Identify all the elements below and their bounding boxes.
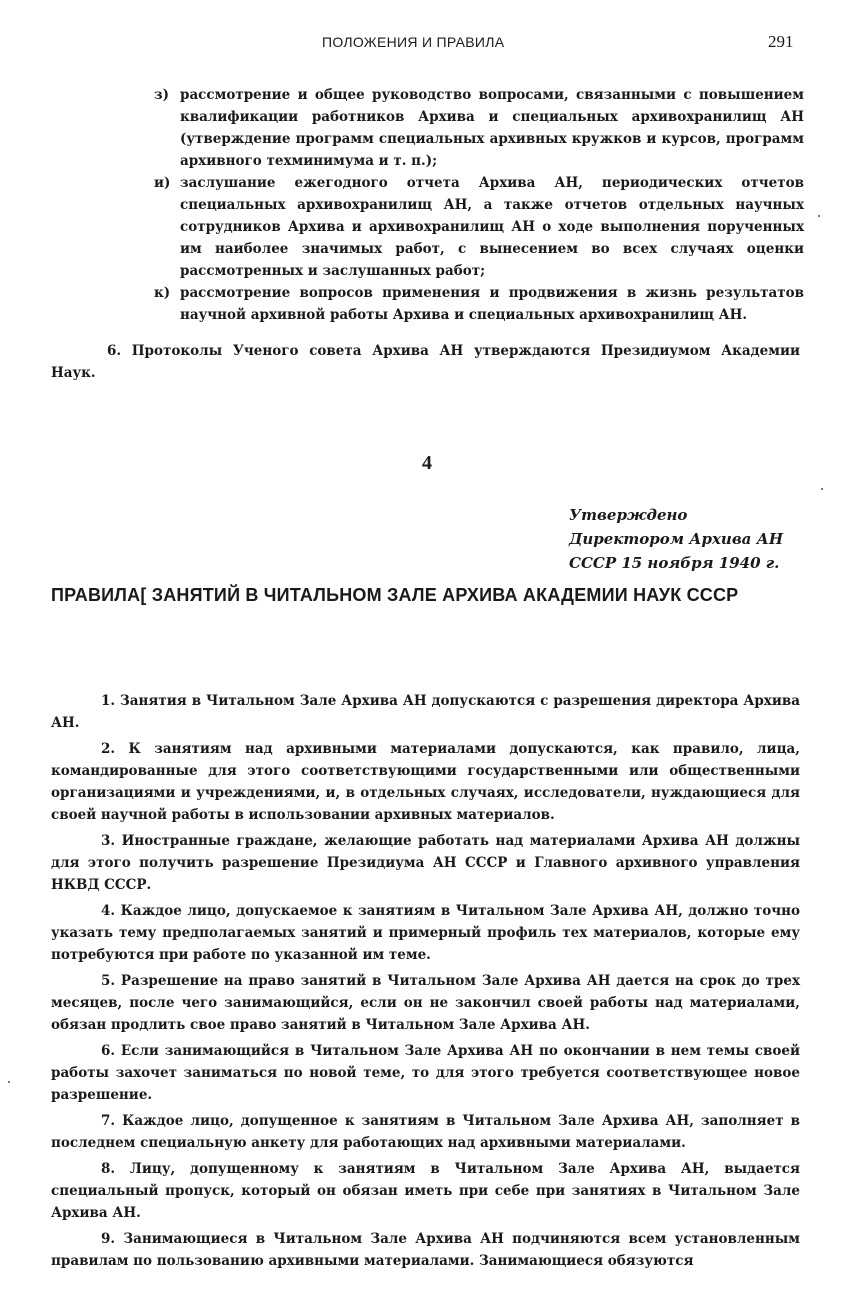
clause-item bbox=[154, 172, 804, 282]
clause-text: рассмотрение и общее руководство вопросами, связанными с повышением квалификации работников Архива и специальных архивохранилищ АН (утверждение программ специальных архивных кружков и курсов, программ архивного техминимума и т. п.); bbox=[180, 87, 804, 169]
rule-paragraph: 9. Занимающиеся в Читальном Зале Архива АН подчиняются всем установленным правилам по пользованию архивными материалами. Занимающиеся обязуются bbox=[51, 1231, 800, 1269]
clause-letter: з) bbox=[154, 87, 170, 103]
rule-paragraph: 6. Если занимающийся в Читальном Зале Архива АН по окончании в нем темы своей работы захочет заниматься по новой теме, то для этого требуется соответствующее новое разрешение. bbox=[51, 1043, 800, 1103]
scan-speck bbox=[8, 1081, 10, 1083]
section-number: 4 bbox=[422, 452, 432, 474]
rule-paragraph: 7. Каждое лицо, допущенное к занятиям в Читальном Зале Архива АН, заполняет в последнем специальную анкету для работающих над архивными материалами. bbox=[51, 1113, 800, 1151]
rule-paragraph: 8. Лицу, допущенному к занятиям в Читальном Зале Архива АН, выдается специальный пропуск, который он обязан иметь при себе при занятиях в Читальном Зале Архива АН. bbox=[51, 1161, 800, 1221]
clause-text: заслушание ежегодного отчета Архива АН, периодических отчетов специальных архивохранилищ АН, а также отчетов отдельных научных сотрудников Архива и архивохранилищ АН о ходе выполнения порученных им наиболее значимых работ, с вынесением во всех случаях оценки рассмотренных и заслушанных работ; bbox=[180, 175, 804, 279]
scan-speck bbox=[821, 488, 823, 490]
clause-list bbox=[154, 84, 804, 326]
clause-letter: и) bbox=[154, 175, 171, 191]
rule-paragraph: 4. Каждое лицо, допускаемое к занятиям в Читальном Зале Архива АН, должно точно указать тему предполагаемых занятий и примерный профиль тех материалов, которые ему потребуются при работе по указанной им теме. bbox=[51, 903, 800, 963]
page-number: 291 bbox=[768, 32, 794, 51]
clause-item bbox=[154, 84, 804, 172]
rules-list bbox=[51, 690, 800, 1276]
rule-paragraph: 5. Разрешение на право занятий в Читальном Зале Архива АН дается на срок до трех месяцев, после чего занимающийся, если он не закончил своей работы над материалами, обязан продлить свое право занятий в Читальном Зале Архива АН. bbox=[51, 973, 800, 1033]
rule-paragraph: 2. К занятиям над архивными материалами допускаются, как правило, лица, командированные для этого соответствующими государственными или общественными организациями и учреждениями, и, в отдельных случаях, исследователи, нуждающиеся для своей научной работы в использовании архивных материалов. bbox=[51, 741, 800, 823]
document-title: ПРАВИЛА[ ЗАНЯТИЙ В ЧИТАЛЬНОМ ЗАЛЕ АРХИВА АКАДЕМИИ НАУК СССР bbox=[51, 585, 739, 605]
clause-letter: к) bbox=[154, 285, 171, 301]
protocol-paragraph: 6. Протоколы Ученого совета Архива АН утверждаются Президиумом Академии Наук. bbox=[51, 343, 800, 381]
running-header-title: ПОЛОЖЕНИЯ И ПРАВИЛА bbox=[322, 34, 505, 50]
scan-speck bbox=[818, 215, 820, 217]
approval-note: Утверждено Директором Архива АН СССР 15 ноября 1940 г. bbox=[569, 506, 784, 572]
rule-paragraph: 1. Занятия в Читальном Зале Архива АН допускаются с разрешения директора Архива АН. bbox=[51, 693, 800, 731]
clause-text: рассмотрение вопросов применения и продвижения в жизнь результатов научной архивной работы Архива и специальных архивохранилищ АН. bbox=[180, 285, 804, 323]
clause-item bbox=[154, 282, 804, 326]
rule-paragraph: 3. Иностранные граждане, желающие работать над материалами Архива АН должны для этого получить разрешение Президиума АН СССР и Главного архивного управления НКВД СССР. bbox=[51, 833, 800, 893]
